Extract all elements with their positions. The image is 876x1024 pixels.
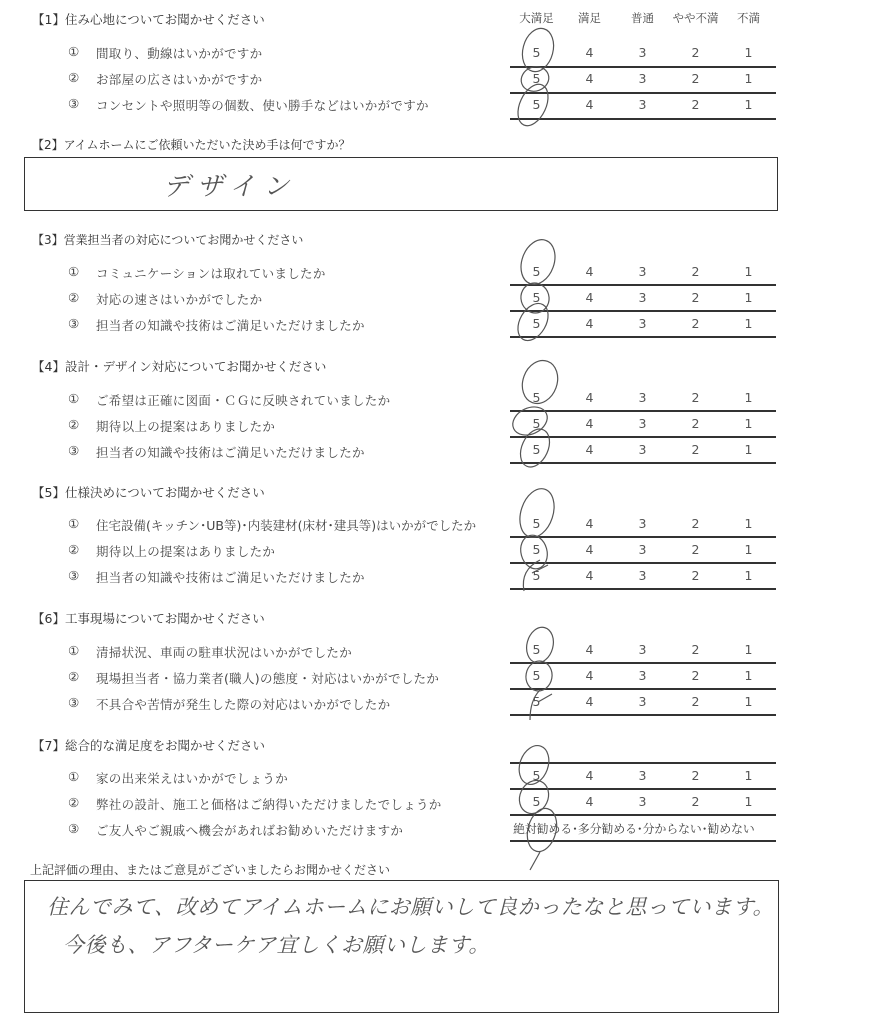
section-title: 【1】住み心地についてお聞かせください [32,12,265,27]
score-2[interactable]: 2 [691,71,700,86]
score-2[interactable]: 2 [691,542,700,557]
score-4[interactable]: 4 [585,542,594,557]
score-2[interactable]: 2 [691,316,700,331]
score-2[interactable]: 2 [691,794,700,809]
score-2[interactable]: 2 [691,642,700,657]
comments-box[interactable] [24,880,779,1013]
question-text: 不具合や苦情が発生した際の対応はいかがでしたか [96,697,391,712]
row-divider [510,92,776,94]
score-5[interactable]: 5 [532,568,541,583]
score-1[interactable]: 1 [744,642,753,657]
score-4[interactable]: 4 [585,768,594,783]
scale-label-very-satisfied: 大満足 [519,11,554,25]
score-5[interactable]: 5 [532,542,541,557]
score-2[interactable]: 2 [691,264,700,279]
score-2[interactable]: 2 [691,694,700,709]
question-text: 担当者の知識や技術はご満足いただけましたか [96,445,365,460]
score-4[interactable]: 4 [585,794,594,809]
question-text: 清掃状況、車両の駐車状況はいかがでしたか [96,645,353,660]
section-title: 【6】工事現場についてお聞かせください [32,611,265,626]
circle-mark-icon [514,484,560,541]
score-3[interactable]: 3 [638,568,647,583]
handwritten-comment-line-2: 今後も、アフターケア宜しくお願いします。 [63,933,490,957]
row-divider [510,118,776,120]
score-5[interactable]: 5 [532,97,541,112]
question-number: ② [68,70,80,85]
score-3[interactable]: 3 [638,45,647,60]
question-text: 間取り、動線はいかがですか [96,46,263,61]
question-number: ① [68,264,80,279]
score-5[interactable]: 5 [532,694,541,709]
question-text: 現場担当者・協力業者(職人)の態度・対応はいかがでしたか [96,671,440,686]
score-4[interactable]: 4 [585,71,594,86]
question-number: ① [68,769,80,784]
row-divider [510,814,776,816]
score-5[interactable]: 5 [532,668,541,683]
row-divider [510,762,776,764]
score-3[interactable]: 3 [638,542,647,557]
score-1[interactable]: 1 [744,316,753,331]
score-1[interactable]: 1 [744,568,753,583]
score-4[interactable]: 4 [585,290,594,305]
row-divider [510,462,776,464]
score-4[interactable]: 4 [585,516,594,531]
row-divider [510,66,776,68]
question-number: ② [68,417,80,432]
question-number: ① [68,643,80,658]
score-2[interactable]: 2 [691,568,700,583]
question-number: ① [68,516,80,531]
section-title: 【5】仕様決めについてお聞かせください [32,485,265,500]
handwritten-answer: デザイン [163,172,298,202]
score-2[interactable]: 2 [691,416,700,431]
handwritten-comment-line-1: 住んでみて、改めてアイムホームにお願いして良かったなと思っています。 [47,895,775,919]
comments-label: 上記評価の理由、またはご意見がございましたらお聞かせください [30,863,391,877]
row-divider [510,788,776,790]
score-3[interactable]: 3 [638,416,647,431]
score-1[interactable]: 1 [744,290,753,305]
score-2[interactable]: 2 [691,290,700,305]
score-1[interactable]: 1 [744,442,753,457]
score-4[interactable]: 4 [585,316,594,331]
row-divider [510,562,776,564]
question-number: ① [68,44,80,59]
score-5[interactable]: 5 [532,71,541,86]
question-text: 期待以上の提案はありましたか [96,544,276,559]
score-5[interactable]: 5 [532,516,541,531]
score-1[interactable]: 1 [744,668,753,683]
score-3[interactable]: 3 [638,442,647,457]
score-1[interactable]: 1 [744,416,753,431]
section-title: 【4】設計・デザイン対応についてお聞かせください [32,359,327,374]
deciding-factor-answer-box[interactable] [24,157,778,211]
scale-label-neutral: 普通 [631,11,654,25]
score-5[interactable]: 5 [532,390,541,405]
score-2[interactable]: 2 [691,668,700,683]
score-5[interactable]: 5 [532,316,541,331]
score-1[interactable]: 1 [744,390,753,405]
score-1[interactable]: 1 [744,71,753,86]
question-text: 対応の速さはいかがでしたか [96,292,263,307]
score-5[interactable]: 5 [532,642,541,657]
question-number: ① [68,391,80,406]
row-divider [510,714,776,716]
question-text: 住宅設備(キッチン･UB等)･内装建材(床材･建具等)はいかがでしたか [96,518,477,533]
row-divider [510,436,776,438]
question-number: ③ [68,96,80,111]
circle-mark-icon [515,235,561,289]
scale-label-somewhat-unsatisfied: やや不満 [672,11,719,25]
score-4[interactable]: 4 [585,668,594,683]
score-2[interactable]: 2 [691,516,700,531]
score-2[interactable]: 2 [691,390,700,405]
score-1[interactable]: 1 [744,264,753,279]
question-text: 弊社の設計、施工と価格はご納得いただけましたでしょうか [96,797,442,812]
score-4[interactable]: 4 [585,442,594,457]
score-4[interactable]: 4 [585,416,594,431]
score-3[interactable]: 3 [638,290,647,305]
score-5[interactable]: 5 [532,794,541,809]
question-number: ③ [68,443,80,458]
question-text: 担当者の知識や技術はご満足いただけましたか [96,318,365,333]
score-5[interactable]: 5 [532,264,541,279]
row-divider [510,840,776,842]
question-text: コンセントや照明等の個数、使い勝手などはいかがですか [96,98,429,113]
question-number: ③ [68,568,80,583]
score-2[interactable]: 2 [691,442,700,457]
score-3[interactable]: 3 [638,97,647,112]
score-3[interactable]: 3 [638,794,647,809]
question-number: ③ [68,695,80,710]
row-divider [510,588,776,590]
question-number: ③ [68,316,80,331]
question-number: ② [68,542,80,557]
row-divider [510,410,776,412]
row-divider [510,536,776,538]
score-1[interactable]: 1 [744,768,753,783]
score-4[interactable]: 4 [585,390,594,405]
score-4[interactable]: 4 [585,97,594,112]
section-title: 【7】総合的な満足度をお聞かせください [32,738,265,753]
score-2[interactable]: 2 [691,97,700,112]
score-3[interactable]: 3 [638,668,647,683]
score-3[interactable]: 3 [638,264,647,279]
question-text: コミュニケーションは取れていましたか [96,266,326,281]
score-5[interactable]: 5 [532,45,541,60]
row-divider [510,688,776,690]
score-4[interactable]: 4 [585,45,594,60]
score-1[interactable]: 1 [744,45,753,60]
scale-label-unsatisfied: 不満 [737,11,760,25]
score-2[interactable]: 2 [691,768,700,783]
question-number: ② [68,795,80,810]
section-title: 【2】アイムホームにご依頼いただいた決め手は何ですか？ [32,138,351,152]
score-3[interactable]: 3 [638,390,647,405]
recommend-options[interactable]: 絶対勧める･多分勧める･分からない･勧めない [513,822,755,836]
score-5[interactable]: 5 [532,416,541,431]
section-title: 【3】営業担当者の対応についてお聞かせください [32,233,304,247]
score-1[interactable]: 1 [744,97,753,112]
question-text: ご友人やご親戚へ機会があればお勧めいただけますか [96,823,404,838]
score-5[interactable]: 5 [532,768,541,783]
score-1[interactable]: 1 [744,516,753,531]
score-3[interactable]: 3 [638,642,647,657]
score-4[interactable]: 4 [585,694,594,709]
question-number: ② [68,290,80,305]
score-1[interactable]: 1 [744,694,753,709]
score-1[interactable]: 1 [744,542,753,557]
score-4[interactable]: 4 [585,642,594,657]
question-text: 担当者の知識や技術はご満足いただけましたか [96,570,365,585]
score-4[interactable]: 4 [585,568,594,583]
row-divider [510,284,776,286]
question-text: ご希望は正確に図面・ＣＧに反映されていましたか [96,393,391,408]
row-divider [510,662,776,664]
score-3[interactable]: 3 [638,694,647,709]
pen-stroke-icon [530,852,540,870]
question-text: 期待以上の提案はありましたか [96,419,276,434]
row-divider [510,310,776,312]
question-number: ② [68,669,80,684]
question-text: 家の出来栄えはいかがでしょうか [96,771,289,786]
score-1[interactable]: 1 [744,794,753,809]
score-3[interactable]: 3 [638,71,647,86]
question-number: ③ [68,821,80,836]
score-5[interactable]: 5 [532,290,541,305]
score-3[interactable]: 3 [638,516,647,531]
score-4[interactable]: 4 [585,264,594,279]
question-text: お部屋の広さはいかがですか [96,72,263,87]
score-3[interactable]: 3 [638,316,647,331]
score-2[interactable]: 2 [691,45,700,60]
row-divider [510,336,776,338]
score-5[interactable]: 5 [532,442,541,457]
scale-label-satisfied: 満足 [578,11,601,25]
score-3[interactable]: 3 [638,768,647,783]
